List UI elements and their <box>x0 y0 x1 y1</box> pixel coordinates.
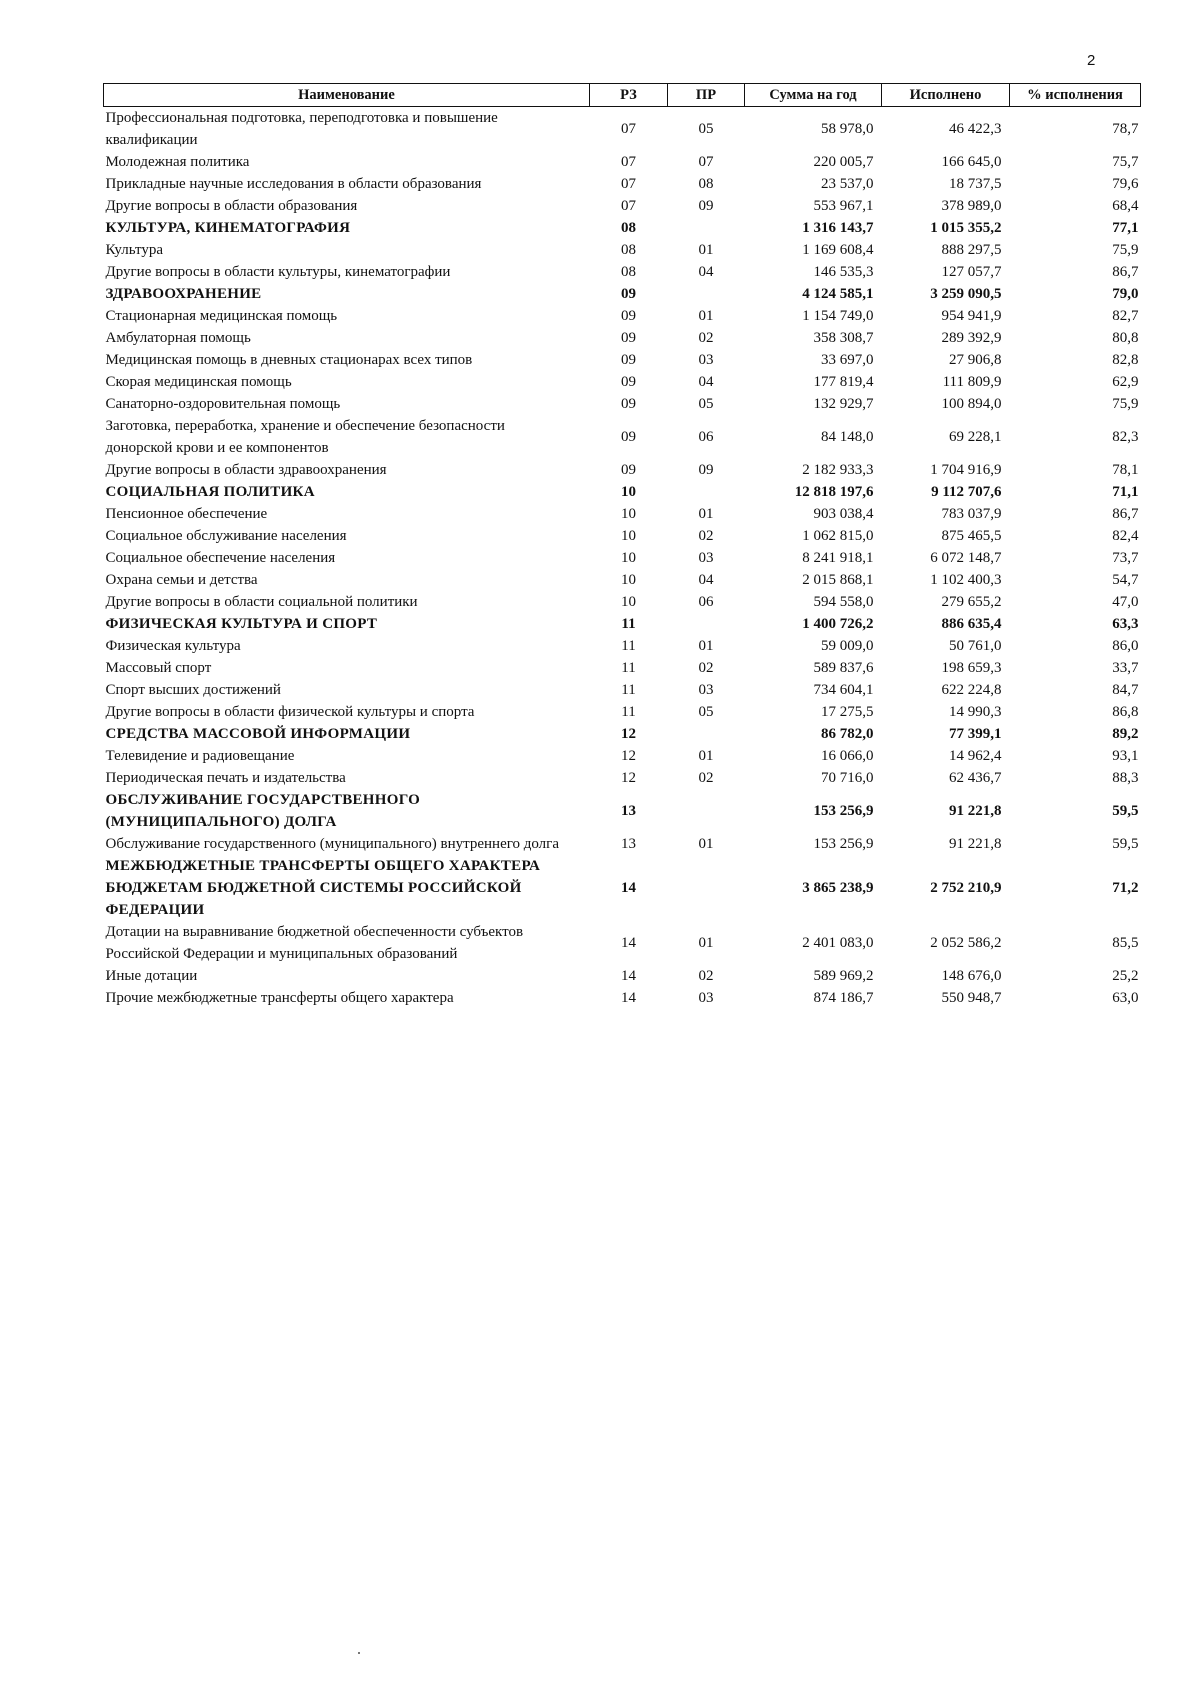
row-sum-cell: 1 316 143,7 <box>802 220 874 236</box>
row-rz-cell: 11 <box>621 638 636 654</box>
row-pr-cell: 03 <box>698 352 714 368</box>
table-row <box>104 459 1141 481</box>
row-done-cell: 954 941,9 <box>941 308 1002 324</box>
table-section-row <box>104 723 1141 745</box>
row-pr-cell: 08 <box>698 176 714 192</box>
row-sum-cell: 23 537,0 <box>821 176 874 192</box>
table-row <box>104 525 1141 547</box>
row-name-cell: Иные дотации <box>105 968 198 984</box>
row-sum-cell: 84 148,0 <box>821 429 874 445</box>
row-sum-cell: 553 967,1 <box>813 198 874 214</box>
row-pr-cell: 02 <box>698 330 714 346</box>
row-rz-cell: 09 <box>621 462 636 478</box>
row-sum-cell: 146 535,3 <box>813 264 874 280</box>
budget-execution-table <box>103 83 1141 1009</box>
header-done: Исполнено <box>882 84 1010 107</box>
row-pr-cell: 06 <box>698 594 714 610</box>
table-row <box>104 415 1141 459</box>
row-name-cell: Скорая медицинская помощь <box>105 374 292 390</box>
row-rz-cell: 13 <box>621 803 636 819</box>
row-pct-cell: 47,0 <box>1112 594 1139 610</box>
row-pct-cell: 93,1 <box>1112 748 1139 764</box>
table-section-row <box>104 613 1141 635</box>
row-pct-cell: 84,7 <box>1112 682 1139 698</box>
row-pr-cell: 01 <box>698 506 714 522</box>
table-section-row <box>104 481 1141 503</box>
row-name-cell: Прочие межбюджетные трансферты общего характера <box>105 990 454 1006</box>
row-sum-cell: 12 818 197,6 <box>794 484 874 500</box>
row-name-cell: Другие вопросы в области культуры, кинематографии <box>105 264 451 280</box>
row-sum-cell: 4 124 585,1 <box>802 286 874 302</box>
scan-dot <box>358 1652 360 1654</box>
row-pr-cell: 04 <box>698 374 714 390</box>
table-row <box>104 349 1141 371</box>
row-name-cell: Другие вопросы в области физической культуры и спорта <box>105 704 475 720</box>
row-name-cell: Профессиональная подготовка, переподготовка и повышение квалификации <box>105 110 498 148</box>
table-row <box>104 921 1141 965</box>
row-done-cell: 127 057,7 <box>941 264 1002 280</box>
table-row <box>104 393 1141 415</box>
row-pr-cell <box>668 481 745 503</box>
row-pr-cell: 01 <box>698 638 714 654</box>
row-rz-cell: 14 <box>621 880 636 896</box>
row-rz-cell: 09 <box>621 286 636 302</box>
row-pct-cell: 88,3 <box>1112 770 1139 786</box>
row-name-cell: Стационарная медицинская помощь <box>105 308 338 324</box>
table-row <box>104 767 1141 789</box>
row-done-cell: 2 052 586,2 <box>930 935 1002 951</box>
row-done-cell: 91 221,8 <box>949 803 1002 819</box>
row-done-cell: 1 015 355,2 <box>930 220 1002 236</box>
row-rz-cell: 11 <box>621 682 636 698</box>
row-pr-cell <box>668 283 745 305</box>
row-pct-cell: 78,7 <box>1112 121 1139 137</box>
row-name-cell: Другие вопросы в области образования <box>105 198 358 214</box>
table-row <box>104 195 1141 217</box>
row-sum-cell: 589 969,2 <box>813 968 874 984</box>
row-sum-cell: 358 308,7 <box>813 330 874 346</box>
row-pct-cell: 79,6 <box>1112 176 1139 192</box>
table-row <box>104 679 1141 701</box>
row-name-cell: Амбулаторная помощь <box>105 330 251 346</box>
row-rz-cell: 14 <box>621 935 636 951</box>
row-pct-cell: 86,7 <box>1112 264 1139 280</box>
row-pct-cell: 54,7 <box>1112 572 1139 588</box>
row-pct-cell: 75,9 <box>1112 242 1139 258</box>
row-rz-cell: 11 <box>621 616 636 632</box>
table-row <box>104 635 1141 657</box>
table-header-row <box>104 84 1141 107</box>
row-done-cell: 148 676,0 <box>941 968 1002 984</box>
row-pct-cell: 79,0 <box>1112 286 1139 302</box>
row-pr-cell: 03 <box>698 550 714 566</box>
row-done-cell: 1 102 400,3 <box>930 572 1002 588</box>
row-done-cell: 6 072 148,7 <box>930 550 1002 566</box>
row-rz-cell: 07 <box>621 198 636 214</box>
row-pr-cell: 01 <box>698 308 714 324</box>
row-pr-cell: 02 <box>698 968 714 984</box>
row-name-cell: Спорт высших достижений <box>105 682 281 698</box>
row-done-cell: 378 989,0 <box>941 198 1002 214</box>
row-done-cell: 1 704 916,9 <box>930 462 1002 478</box>
row-pr-cell: 04 <box>698 572 714 588</box>
row-done-cell: 14 962,4 <box>949 748 1002 764</box>
table-row <box>104 305 1141 327</box>
row-rz-cell: 07 <box>621 121 636 137</box>
row-rz-cell: 10 <box>621 528 636 544</box>
table-row <box>104 327 1141 349</box>
row-sum-cell: 1 062 815,0 <box>802 528 874 544</box>
row-rz-cell: 10 <box>621 572 636 588</box>
row-rz-cell: 14 <box>621 990 636 1006</box>
row-done-cell: 166 645,0 <box>941 154 1002 170</box>
table-row <box>104 371 1141 393</box>
row-done-cell: 46 422,3 <box>949 121 1002 137</box>
row-name-cell: КУЛЬТУРА, КИНЕМАТОГРАФИЯ <box>105 220 351 236</box>
row-pct-cell: 75,9 <box>1112 396 1139 412</box>
page-number: 2 <box>1087 52 1096 69</box>
row-sum-cell: 17 275,5 <box>821 704 874 720</box>
row-rz-cell: 09 <box>621 396 636 412</box>
row-pr-cell: 03 <box>698 682 714 698</box>
row-pr-cell: 03 <box>698 990 714 1006</box>
table-row <box>104 701 1141 723</box>
table-section-row <box>104 283 1141 305</box>
row-rz-cell: 13 <box>621 836 636 852</box>
row-name-cell: Заготовка, переработка, хранение и обеспечение безопасности донорской крови и ее компонентов <box>105 418 505 456</box>
row-done-cell: 2 752 210,9 <box>930 880 1002 896</box>
row-pct-cell: 85,5 <box>1112 935 1139 951</box>
row-done-cell: 77 399,1 <box>949 726 1002 742</box>
row-done-cell: 886 635,4 <box>941 616 1002 632</box>
row-pct-cell: 59,5 <box>1112 803 1139 819</box>
table-row <box>104 107 1141 152</box>
row-pct-cell: 82,8 <box>1112 352 1139 368</box>
table-row <box>104 745 1141 767</box>
row-done-cell: 100 894,0 <box>941 396 1002 412</box>
row-pct-cell: 71,1 <box>1112 484 1139 500</box>
row-done-cell: 888 297,5 <box>941 242 1002 258</box>
row-pct-cell: 33,7 <box>1112 660 1139 676</box>
row-sum-cell: 33 697,0 <box>821 352 874 368</box>
row-rz-cell: 12 <box>621 748 636 764</box>
table-row <box>104 503 1141 525</box>
row-rz-cell: 11 <box>621 704 636 720</box>
row-name-cell: Другие вопросы в области социальной политики <box>105 594 418 610</box>
table-row <box>104 657 1141 679</box>
row-pct-cell: 77,1 <box>1112 220 1139 236</box>
row-pct-cell: 78,1 <box>1112 462 1139 478</box>
row-sum-cell: 70 716,0 <box>821 770 874 786</box>
row-name-cell: Молодежная политика <box>105 154 250 170</box>
row-pct-cell: 82,3 <box>1112 429 1139 445</box>
row-sum-cell: 177 819,4 <box>813 374 874 390</box>
row-rz-cell: 07 <box>621 154 636 170</box>
table-row <box>104 173 1141 195</box>
row-rz-cell: 07 <box>621 176 636 192</box>
row-pct-cell: 82,7 <box>1112 308 1139 324</box>
row-name-cell: Санаторно-оздоровительная помощь <box>105 396 341 412</box>
header-pct: % исполнения <box>1010 84 1141 107</box>
row-rz-cell: 10 <box>621 594 636 610</box>
row-pr-cell <box>668 855 745 921</box>
row-pr-cell <box>668 217 745 239</box>
row-name-cell: Массовый спорт <box>105 660 212 676</box>
header-sum: Сумма на год <box>745 84 882 107</box>
row-rz-cell: 10 <box>621 506 636 522</box>
table-body <box>104 107 1141 1010</box>
header-rz: РЗ <box>590 84 668 107</box>
row-rz-cell: 14 <box>621 968 636 984</box>
row-done-cell: 875 465,5 <box>941 528 1002 544</box>
row-sum-cell: 1 154 749,0 <box>802 308 874 324</box>
row-done-cell: 111 809,9 <box>942 374 1002 390</box>
row-sum-cell: 2 182 933,3 <box>802 462 874 478</box>
table-row <box>104 569 1141 591</box>
row-pct-cell: 75,7 <box>1112 154 1139 170</box>
row-pct-cell: 82,4 <box>1112 528 1139 544</box>
row-pct-cell: 63,3 <box>1112 616 1139 632</box>
row-sum-cell: 2 015 868,1 <box>802 572 874 588</box>
row-sum-cell: 86 782,0 <box>821 726 874 742</box>
row-pr-cell: 04 <box>698 264 714 280</box>
row-sum-cell: 132 929,7 <box>813 396 874 412</box>
row-sum-cell: 734 604,1 <box>813 682 874 698</box>
row-name-cell: ОБСЛУЖИВАНИЕ ГОСУДАРСТВЕННОГО (МУНИЦИПАЛЬНОГО) ДОЛГА <box>105 792 421 830</box>
row-name-cell: Пенсионное обеспечение <box>105 506 268 522</box>
row-done-cell: 69 228,1 <box>949 429 1002 445</box>
row-pr-cell <box>668 613 745 635</box>
row-done-cell: 50 761,0 <box>949 638 1002 654</box>
row-pr-cell: 01 <box>698 242 714 258</box>
row-pr-cell: 01 <box>698 935 714 951</box>
row-pct-cell: 73,7 <box>1112 550 1139 566</box>
row-name-cell: ФИЗИЧЕСКАЯ КУЛЬТУРА И СПОРТ <box>105 616 378 632</box>
row-pr-cell: 01 <box>698 748 714 764</box>
table-row <box>104 261 1141 283</box>
row-rz-cell: 10 <box>621 550 636 566</box>
table-row <box>104 591 1141 613</box>
row-pct-cell: 68,4 <box>1112 198 1139 214</box>
row-sum-cell: 59 009,0 <box>821 638 874 654</box>
row-name-cell: СРЕДСТВА МАССОВОЙ ИНФОРМАЦИИ <box>105 726 411 742</box>
row-done-cell: 18 737,5 <box>949 176 1002 192</box>
table-row <box>104 833 1141 855</box>
row-pct-cell: 63,0 <box>1112 990 1139 1006</box>
row-sum-cell: 3 865 238,9 <box>802 880 874 896</box>
row-done-cell: 289 392,9 <box>941 330 1002 346</box>
row-name-cell: Другие вопросы в области здравоохранения <box>105 462 387 478</box>
row-rz-cell: 09 <box>621 308 636 324</box>
row-pr-cell: 02 <box>698 770 714 786</box>
row-name-cell: Медицинская помощь в дневных стационарах всех типов <box>105 352 473 368</box>
table-section-row <box>104 217 1141 239</box>
table-row <box>104 965 1141 987</box>
row-name-cell: Прикладные научные исследования в области образования <box>105 176 482 192</box>
row-name-cell: Дотации на выравнивание бюджетной обеспеченности субъектов Российской Федерации и муниципальных образований <box>105 924 524 962</box>
table-section-row <box>104 789 1141 833</box>
row-done-cell: 783 037,9 <box>941 506 1002 522</box>
row-rz-cell: 10 <box>621 484 636 500</box>
row-done-cell: 27 906,8 <box>949 352 1002 368</box>
table-row <box>104 151 1141 173</box>
row-sum-cell: 2 401 083,0 <box>802 935 874 951</box>
header-pr: ПР <box>668 84 745 107</box>
row-name-cell: Телевидение и радиовещание <box>105 748 295 764</box>
row-pct-cell: 25,2 <box>1112 968 1139 984</box>
row-sum-cell: 903 038,4 <box>813 506 874 522</box>
row-pct-cell: 80,8 <box>1112 330 1139 346</box>
row-sum-cell: 1 169 608,4 <box>802 242 874 258</box>
row-pr-cell: 01 <box>698 836 714 852</box>
row-pct-cell: 86,8 <box>1112 704 1139 720</box>
row-rz-cell: 09 <box>621 429 636 445</box>
row-pr-cell: 02 <box>698 528 714 544</box>
row-name-cell: МЕЖБЮДЖЕТНЫЕ ТРАНСФЕРТЫ ОБЩЕГО ХАРАКТЕРА БЮДЖЕТАМ БЮДЖЕТНОЙ СИСТЕМЫ РОССИЙСКОЙ ФЕДЕРАЦИИ <box>105 858 541 918</box>
row-rz-cell: 09 <box>621 374 636 390</box>
row-name-cell: Периодическая печать и издательства <box>105 770 346 786</box>
row-name-cell: Обслуживание государственного (муниципального) внутреннего долга <box>105 836 559 852</box>
row-pr-cell <box>668 789 745 833</box>
row-done-cell: 550 948,7 <box>941 990 1002 1006</box>
row-name-cell: Социальное обеспечение населения <box>105 550 336 566</box>
row-sum-cell: 220 005,7 <box>813 154 874 170</box>
table-row <box>104 987 1141 1009</box>
row-rz-cell: 08 <box>621 264 636 280</box>
row-pr-cell: 05 <box>698 121 714 137</box>
row-done-cell: 3 259 090,5 <box>930 286 1002 302</box>
row-pct-cell: 86,7 <box>1112 506 1139 522</box>
row-name-cell: Охрана семьи и детства <box>105 572 258 588</box>
row-rz-cell: 09 <box>621 352 636 368</box>
row-done-cell: 622 224,8 <box>941 682 1002 698</box>
row-sum-cell: 8 241 918,1 <box>802 550 874 566</box>
row-pct-cell: 86,0 <box>1112 638 1139 654</box>
row-pr-cell: 07 <box>698 154 714 170</box>
row-pr-cell: 09 <box>698 198 714 214</box>
row-pr-cell: 06 <box>698 429 714 445</box>
row-name-cell: Культура <box>105 242 163 258</box>
row-done-cell: 91 221,8 <box>949 836 1002 852</box>
row-pr-cell <box>668 723 745 745</box>
row-done-cell: 9 112 707,6 <box>931 484 1002 500</box>
row-name-cell: ЗДРАВООХРАНЕНИЕ <box>105 286 262 302</box>
row-done-cell: 279 655,2 <box>941 594 1002 610</box>
header-name: Наименование <box>104 84 590 107</box>
table-row <box>104 547 1141 569</box>
row-rz-cell: 12 <box>621 770 636 786</box>
row-sum-cell: 589 837,6 <box>813 660 874 676</box>
row-rz-cell: 08 <box>621 220 636 236</box>
row-name-cell: СОЦИАЛЬНАЯ ПОЛИТИКА <box>105 484 315 500</box>
row-pct-cell: 62,9 <box>1112 374 1139 390</box>
row-rz-cell: 09 <box>621 330 636 346</box>
table-row <box>104 239 1141 261</box>
row-pr-cell: 02 <box>698 660 714 676</box>
row-name-cell: Социальное обслуживание населения <box>105 528 347 544</box>
row-sum-cell: 58 978,0 <box>821 121 874 137</box>
row-sum-cell: 594 558,0 <box>813 594 874 610</box>
row-sum-cell: 16 066,0 <box>821 748 874 764</box>
row-pct-cell: 59,5 <box>1112 836 1139 852</box>
row-sum-cell: 1 400 726,2 <box>802 616 874 632</box>
row-name-cell: Физическая культура <box>105 638 241 654</box>
row-pr-cell: 05 <box>698 396 714 412</box>
row-pct-cell: 71,2 <box>1112 880 1139 896</box>
table-section-row <box>104 855 1141 921</box>
row-rz-cell: 12 <box>621 726 636 742</box>
row-sum-cell: 153 256,9 <box>813 803 874 819</box>
row-pr-cell: 09 <box>698 462 714 478</box>
row-rz-cell: 08 <box>621 242 636 258</box>
row-rz-cell: 11 <box>621 660 636 676</box>
row-sum-cell: 874 186,7 <box>813 990 874 1006</box>
row-sum-cell: 153 256,9 <box>813 836 874 852</box>
row-done-cell: 198 659,3 <box>941 660 1002 676</box>
row-pr-cell: 05 <box>698 704 714 720</box>
row-pct-cell: 89,2 <box>1112 726 1139 742</box>
row-done-cell: 62 436,7 <box>949 770 1002 786</box>
row-done-cell: 14 990,3 <box>949 704 1002 720</box>
